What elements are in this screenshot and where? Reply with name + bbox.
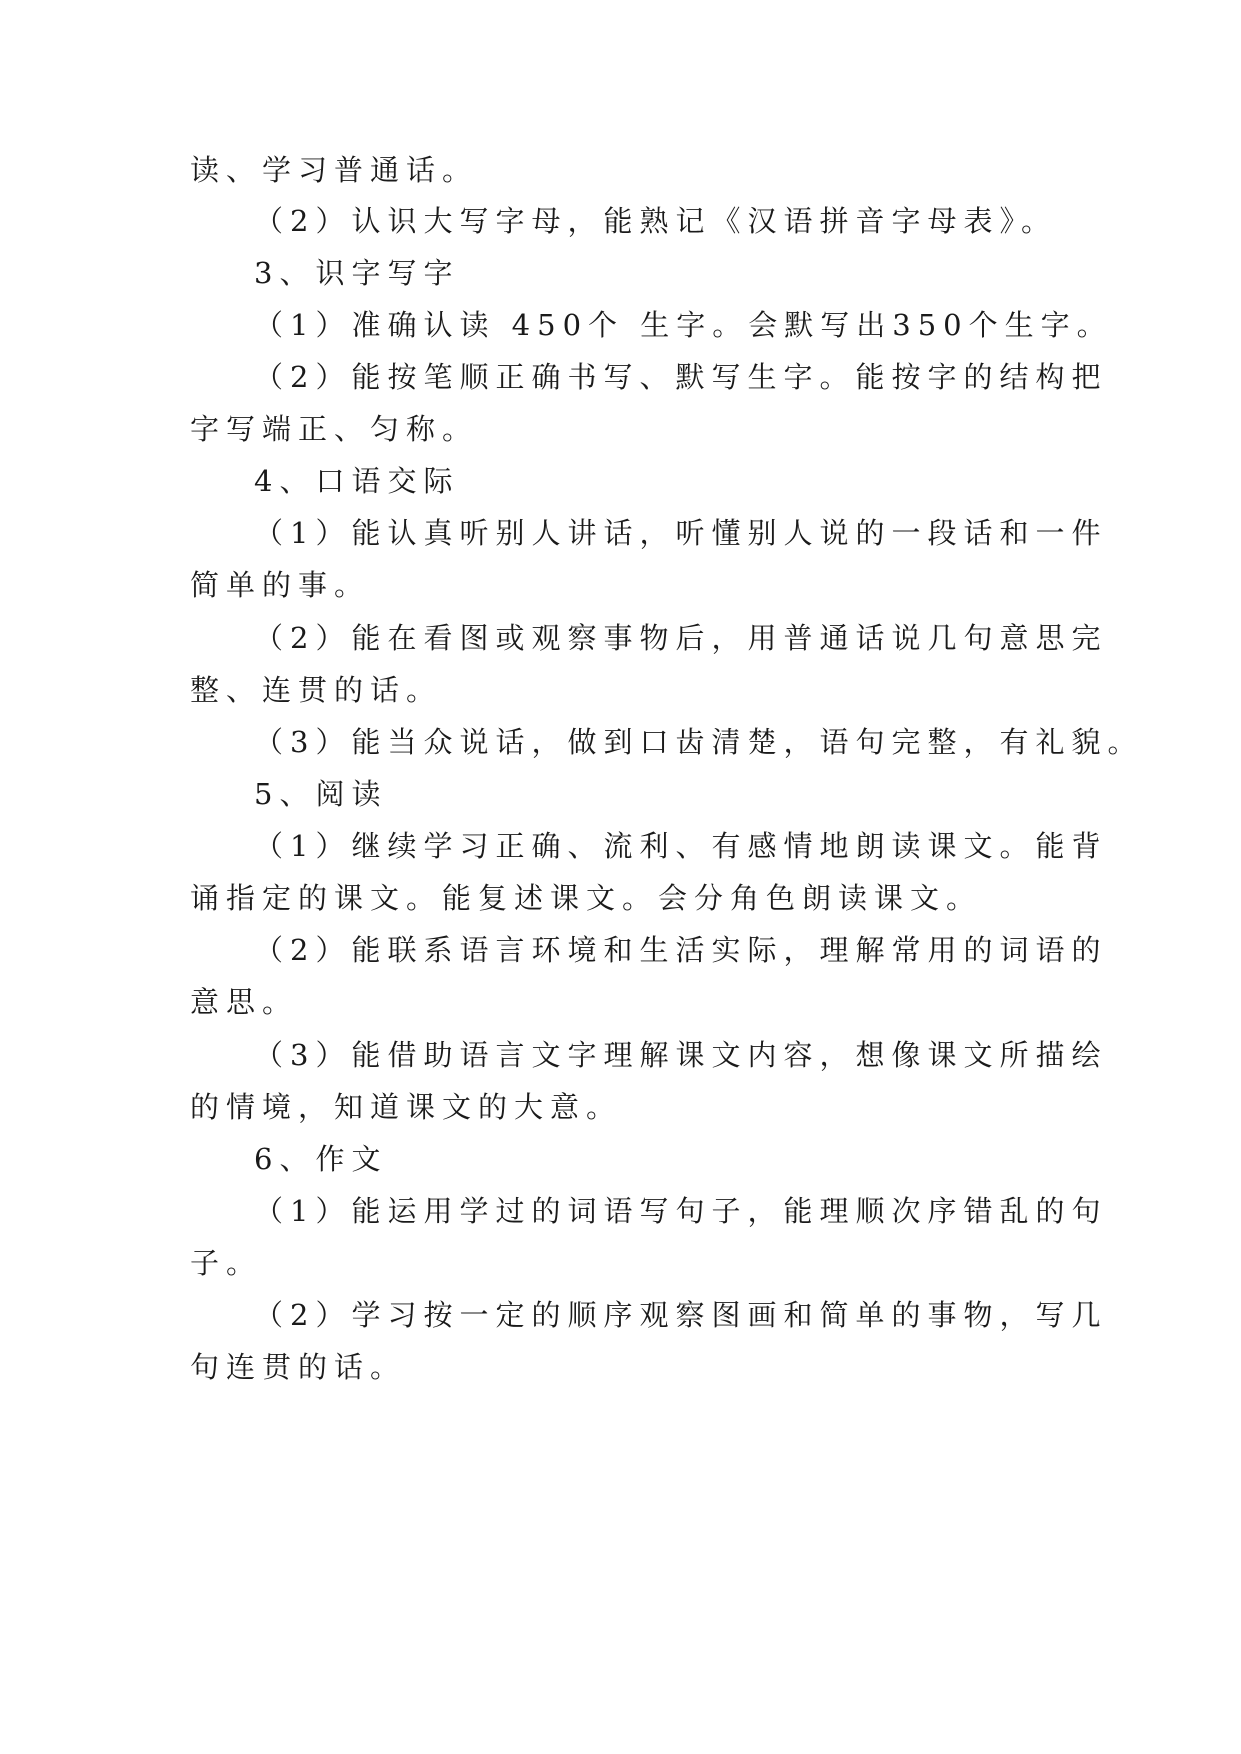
text-line: 句连贯的话。: [190, 1350, 407, 1384]
text-line: （2）能在看图或观察事物后，用普通话说几句意思完: [254, 621, 1108, 655]
section-heading: 5、阅读: [254, 777, 388, 811]
text-line: 的情境，知道课文的大意。: [190, 1090, 623, 1124]
section-heading: 6、作文: [254, 1142, 388, 1176]
text-line: 意思。: [190, 985, 299, 1019]
text-line: （3）能当众说话，做到口齿清楚，语句完整，有礼貌。: [254, 725, 1144, 759]
text-line: （3）能借助语言文字理解课文内容，想像课文所描绘: [254, 1038, 1108, 1072]
text-line: 字写端正、匀称。: [190, 412, 479, 446]
text-line: （1）准确认读 450个 生字。会默写出350个生字。: [254, 308, 1113, 342]
text-line: 简单的事。: [190, 568, 371, 602]
text-line: （1）能运用学过的词语写句子，能理顺次序错乱的句: [254, 1194, 1108, 1228]
text-line: （1）能认真听别人讲话，听懂别人说的一段话和一件: [254, 516, 1108, 550]
text-line: （2）能按笔顺正确书写、默写生字。能按字的结构把: [254, 360, 1108, 394]
section-heading: 4、口语交际: [254, 464, 460, 498]
text-line: （2）认识大写字母，能熟记《汉语拼音字母表》。: [254, 204, 1057, 238]
text-line: 整、连贯的话。: [190, 673, 443, 707]
text-line: （2）学习按一定的顺序观察图画和简单的事物，写几: [254, 1298, 1108, 1332]
text-line: 诵指定的课文。能复述课文。会分角色朗读课文。: [190, 881, 983, 915]
text-line: 子。: [190, 1246, 263, 1280]
text-line: （2）能联系语言环境和生活实际，理解常用的词语的: [254, 933, 1108, 967]
text-line: 读、学习普通话。: [190, 153, 479, 187]
text-line: （1）继续学习正确、流利、有感情地朗读课文。能背: [254, 829, 1108, 863]
section-heading: 3、识字写字: [254, 256, 460, 290]
